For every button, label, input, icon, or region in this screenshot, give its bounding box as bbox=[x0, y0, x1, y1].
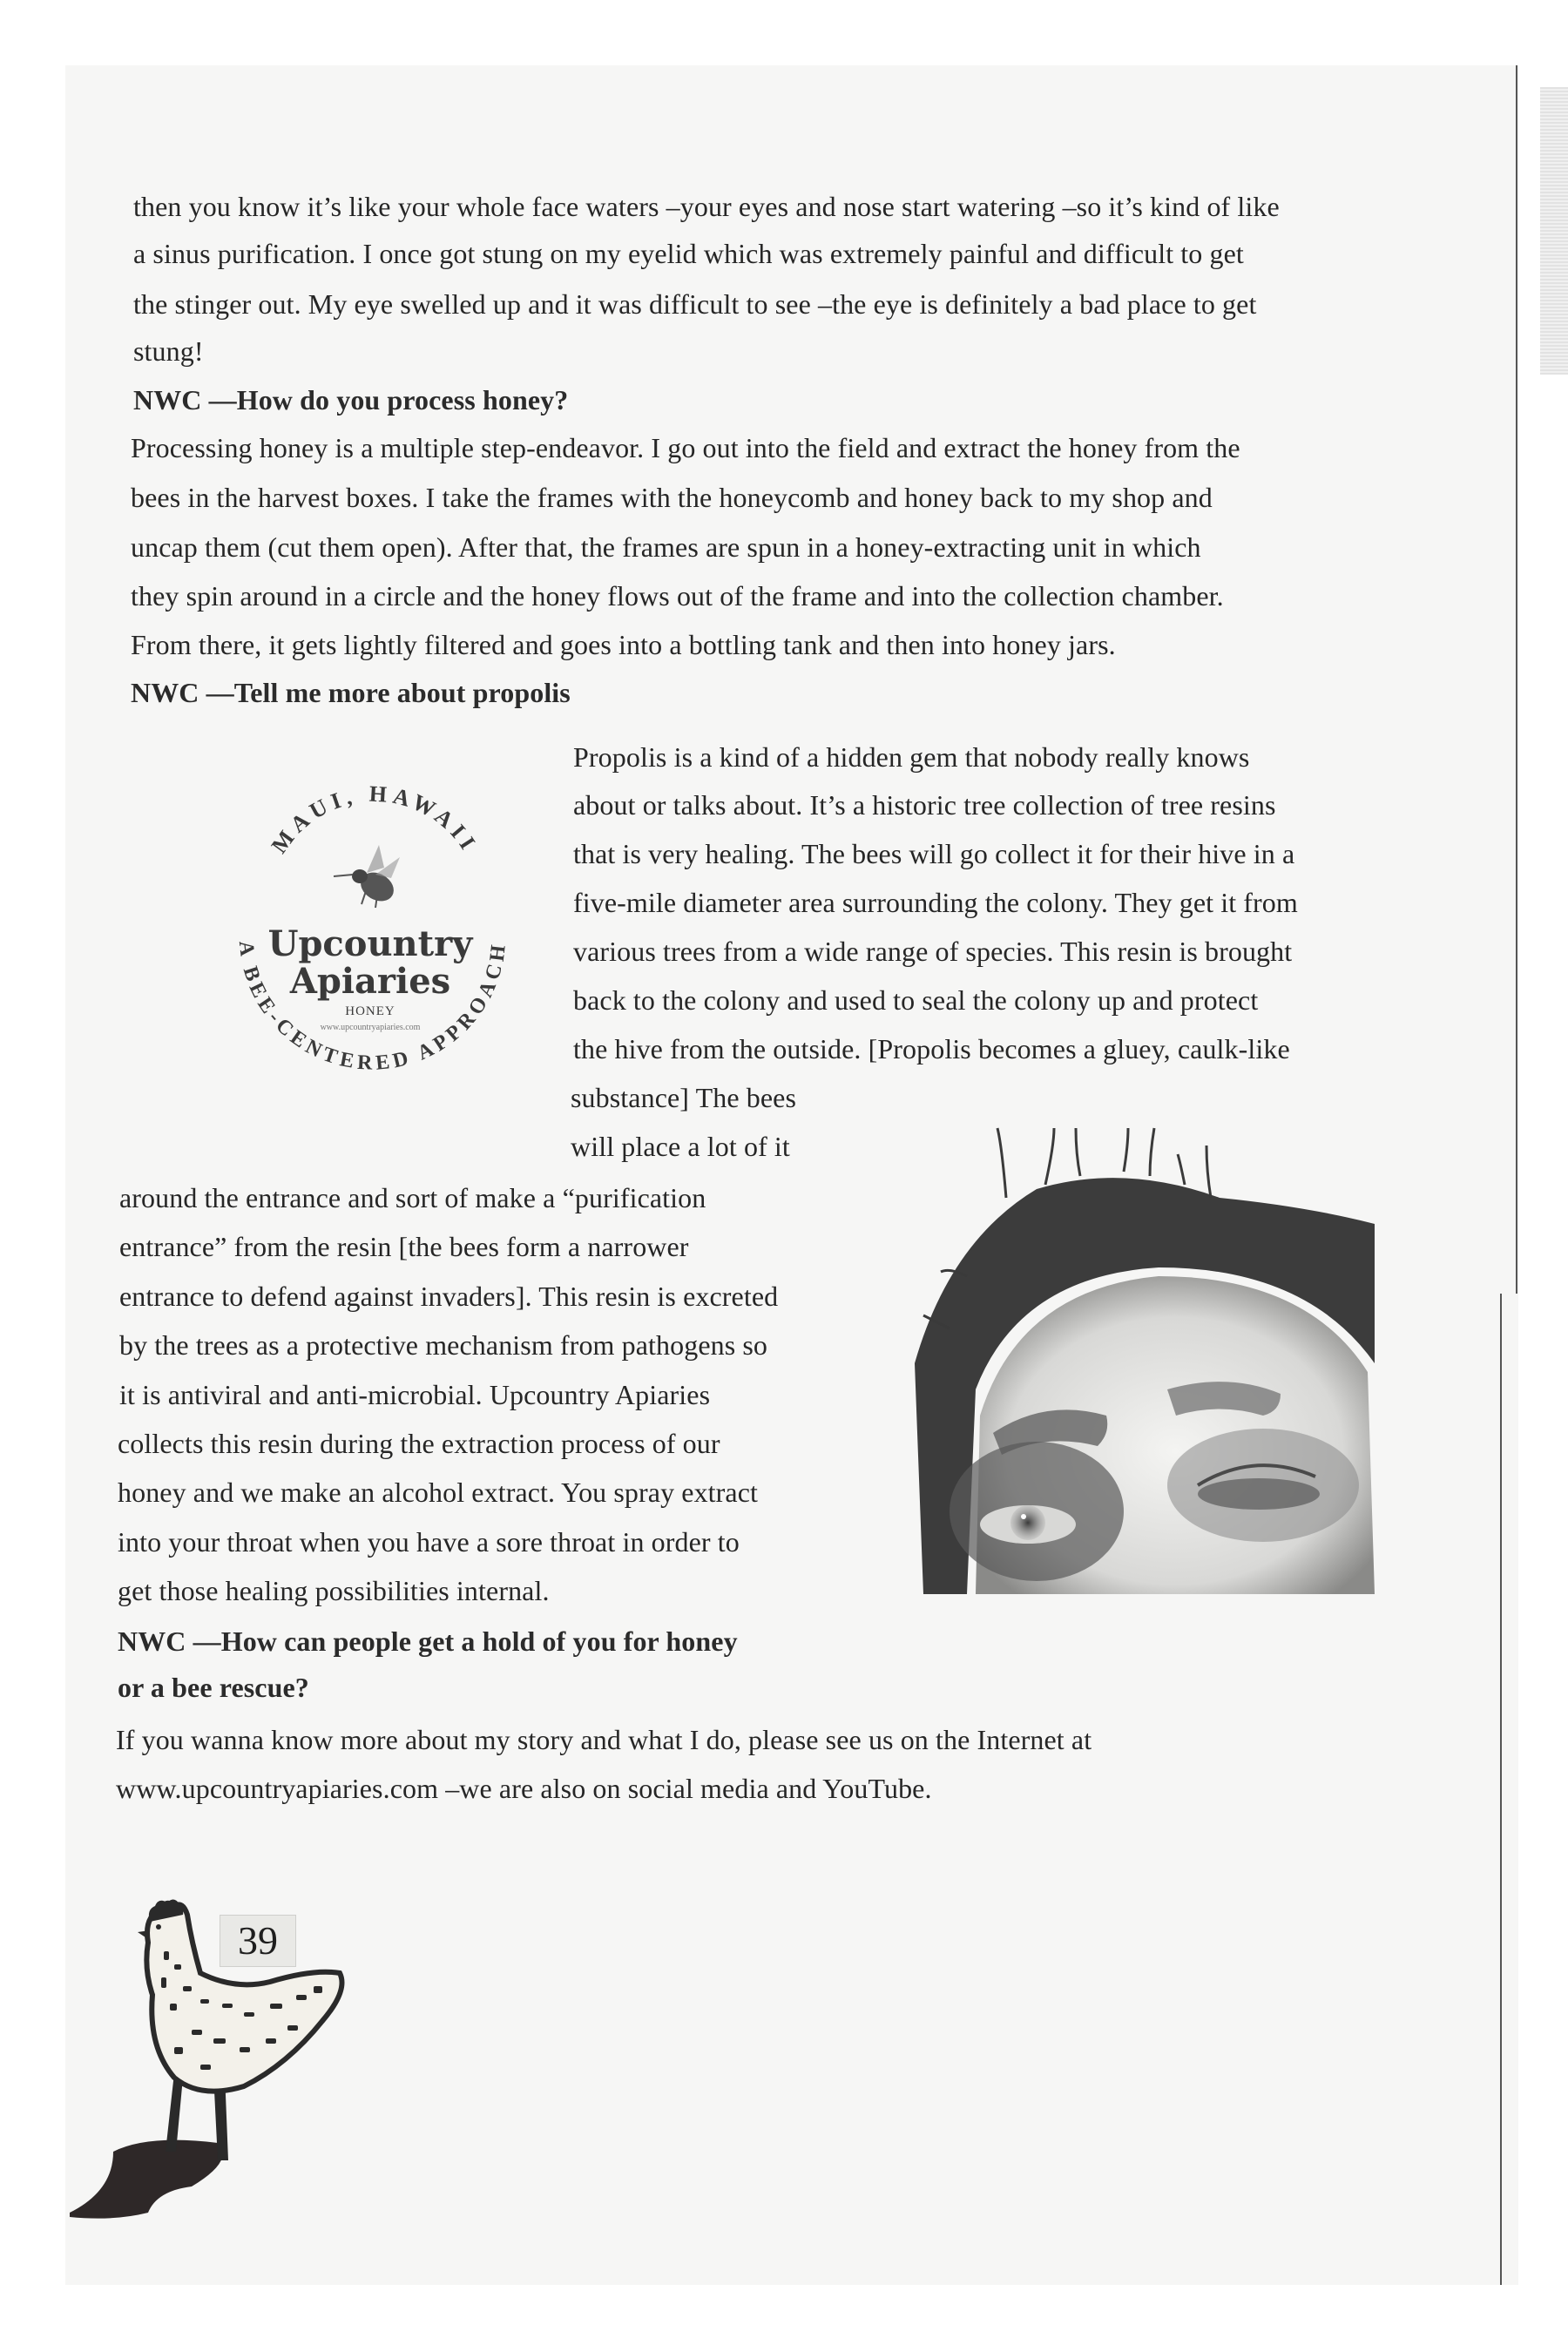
text-line: honey and we make an alcohol extract. You spray extract bbox=[118, 1477, 759, 1508]
text-line: entrance to defend against invaders]. This resin is excreted bbox=[119, 1281, 779, 1312]
text-line: the stinger out. My eye swelled up and it was difficult to see –the eye is definitely a bad place to get bbox=[133, 288, 1257, 320]
page-fold-line-lower bbox=[1500, 1294, 1502, 2285]
text-line: by the trees as a protective mechanism from pathogens so bbox=[119, 1329, 768, 1361]
bee-icon bbox=[334, 845, 400, 908]
text-line: around the entrance and sort of make a “purification bbox=[119, 1182, 706, 1213]
text-line: that is very healing. The bees will go collect it for their hive in a bbox=[573, 838, 1295, 869]
text-line: various trees from a wide range of species. This resin is brought bbox=[573, 936, 1293, 967]
text-line: If you wanna know more about my story and what I do, please see us on the Internet at bbox=[116, 1724, 1092, 1755]
contact-website-line: www.upcountryapiaries.com –we are also on social media and YouTube. bbox=[116, 1773, 932, 1804]
question-heading: NWC —How can people get a hold of you for honey bbox=[118, 1625, 738, 1657]
logo-name-line2: Apiaries bbox=[289, 961, 451, 1002]
text-line: will place a lot of it bbox=[571, 1131, 790, 1162]
text-line: substance] The bees bbox=[571, 1082, 796, 1113]
logo-top-arc-text: MAUI, HAWAII bbox=[266, 781, 483, 858]
face-photo bbox=[897, 1102, 1375, 1594]
question-heading-continued: or a bee rescue? bbox=[118, 1672, 309, 1703]
upcountry-apiaries-logo bbox=[205, 775, 536, 1089]
logo-bottom-arc-text: A BEE-CENTERED APPROACH bbox=[233, 939, 511, 1075]
page-number: 39 bbox=[220, 1915, 296, 1967]
text-line: stung! bbox=[133, 335, 204, 367]
text-line: it is antiviral and anti-microbial. Upcountry Apiaries bbox=[119, 1379, 711, 1410]
logo-name-line1: Upcountry bbox=[267, 923, 473, 964]
text-line: bees in the harvest boxes. I take the frames with the honeycomb and honey back to my shop and bbox=[131, 482, 1213, 513]
adjacent-page-edge bbox=[1540, 87, 1568, 375]
text-line: uncap them (cut them open). After that, the frames are spun in a honey-extracting unit in which bbox=[131, 531, 1201, 563]
text-line: a sinus purification. I once got stung on my eyelid which was extremely painful and difficult to get bbox=[133, 238, 1244, 269]
text-line: collects this resin during the extraction process of our bbox=[118, 1428, 720, 1459]
text-line: about or talks about. It’s a historic tree collection of tree resins bbox=[573, 789, 1276, 821]
text-line: From there, it gets lightly filtered and goes into a bottling tank and then into honey jars. bbox=[131, 629, 1116, 660]
text-line: entrance” from the resin [the bees form a narrower bbox=[119, 1231, 689, 1262]
question-heading: NWC —How do you process honey? bbox=[133, 384, 569, 416]
page-fold-line bbox=[1516, 65, 1517, 1294]
text-line: Propolis is a kind of a hidden gem that nobody really knows bbox=[573, 741, 1250, 773]
question-heading: NWC —Tell me more about propolis bbox=[131, 677, 571, 708]
text-line: then you know it’s like your whole face waters –your eyes and nose start watering –so it’s kind of like bbox=[133, 191, 1280, 222]
text-line: they spin around in a circle and the honey flows out of the frame and into the collection chamber. bbox=[131, 580, 1224, 612]
logo-url-text: www.upcountryapiaries.com bbox=[320, 1023, 421, 1032]
text-line: get those healing possibilities internal. bbox=[118, 1575, 550, 1606]
text-line: five-mile diameter area surrounding the colony. They get it from bbox=[573, 887, 1298, 918]
rooster-illustration bbox=[61, 1890, 375, 2256]
text-line: back to the colony and used to seal the colony up and protect bbox=[573, 984, 1259, 1016]
text-line: into your throat when you have a sore throat in order to bbox=[118, 1526, 740, 1558]
text-line: Processing honey is a multiple step-endeavor. I go out into the field and extract the honey from the bbox=[131, 432, 1240, 463]
text-line: the hive from the outside. [Propolis becomes a gluey, caulk-like bbox=[573, 1033, 1290, 1064]
logo-product-text: HONEY bbox=[345, 1004, 395, 1018]
